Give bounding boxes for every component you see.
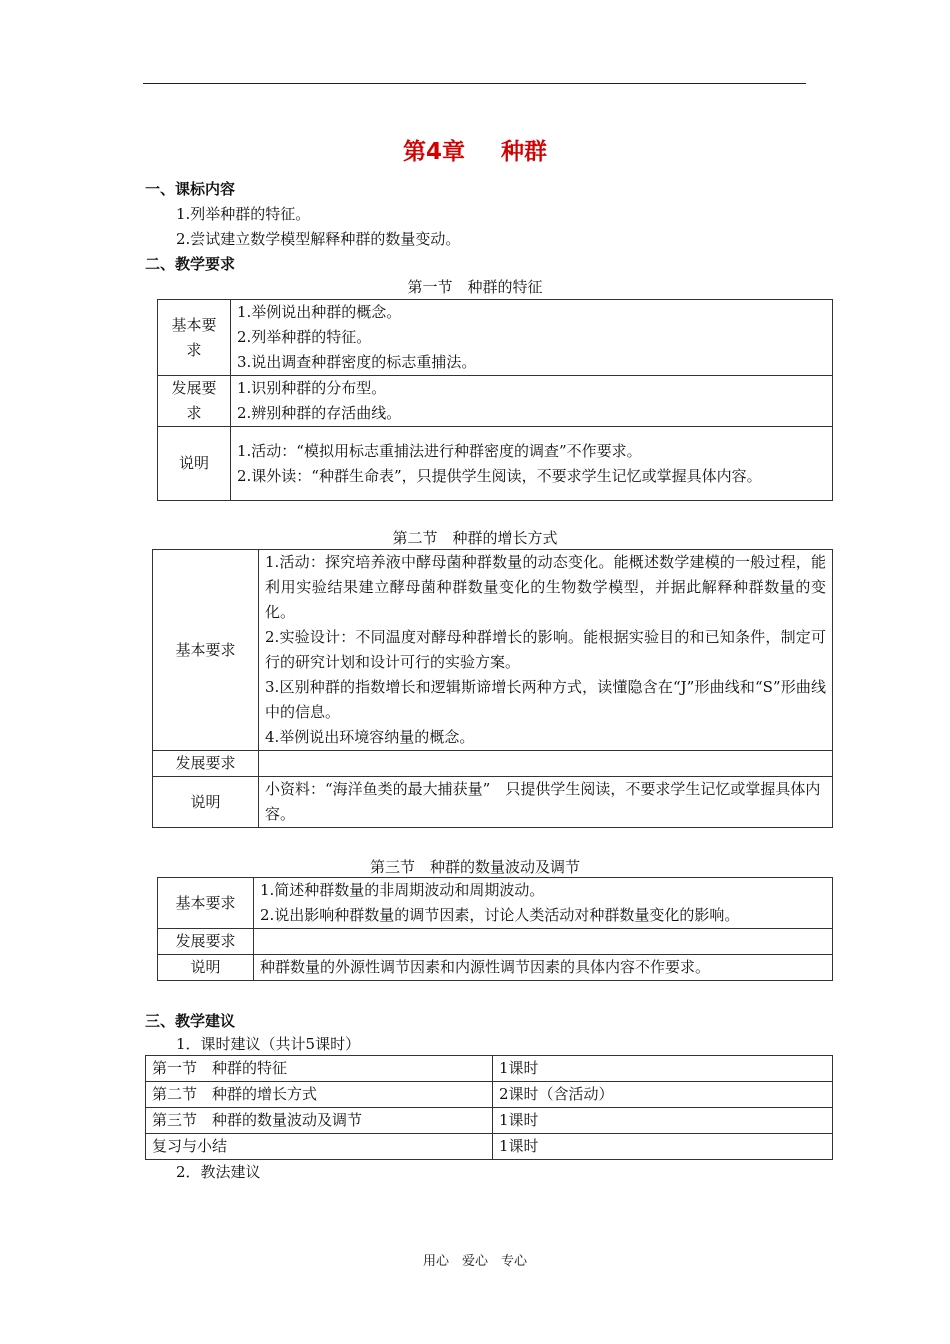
table-row bbox=[158, 878, 833, 929]
schedule-section: 第三节 种群的数量波动及调节 bbox=[146, 1108, 493, 1134]
table-row bbox=[158, 300, 833, 376]
page-footer: 用心 爱心 专心 bbox=[422, 1254, 527, 1269]
schedule-hours: 1课时 bbox=[493, 1056, 833, 1082]
table-row bbox=[153, 550, 833, 751]
table1 bbox=[157, 299, 833, 501]
header-rule bbox=[143, 83, 806, 84]
section3-item-2: 2．教法建议 bbox=[176, 1163, 261, 1181]
row-label: 基本要求 bbox=[153, 550, 259, 751]
table-row bbox=[158, 929, 833, 955]
row-label: 说明 bbox=[158, 427, 231, 501]
table2 bbox=[152, 549, 833, 828]
section1-item-2: 2.尝试建立数学模型解释种群的数量变动。 bbox=[176, 230, 461, 248]
row-content: 1.简述种群数量的非周期波动和周期波动。 2.说出影响种群数量的调节因素，讨论人类活动对种群数量变化的影响。 bbox=[254, 878, 833, 929]
table-row bbox=[153, 751, 833, 777]
table-row bbox=[153, 777, 833, 828]
chapter-title bbox=[0, 133, 950, 166]
row-content: 1.活动：“模拟用标志重捕法进行种群密度的调查”不作要求。 2.课外读：“种群生命表”，只提供学生阅读，不要求学生记忆或掌握具体内容。 bbox=[231, 427, 833, 501]
section1-item-1: 1.列举种群的特征。 bbox=[176, 205, 311, 223]
schedule-hours: 1课时 bbox=[493, 1134, 833, 1160]
section1-heading: 一、课标内容 bbox=[145, 180, 236, 198]
row-label: 基本要求 bbox=[158, 878, 254, 929]
schedule-section: 第二节 种群的增长方式 bbox=[146, 1082, 493, 1108]
table-row bbox=[158, 955, 833, 981]
row-label: 发展要 求 bbox=[158, 376, 231, 427]
schedule-section: 第一节 种群的特征 bbox=[146, 1056, 493, 1082]
table2-caption: 第二节 种群的增长方式 bbox=[392, 529, 558, 547]
row-label: 基本要 求 bbox=[158, 300, 231, 376]
table-row bbox=[146, 1134, 833, 1160]
chapter-number: 第4章 bbox=[402, 139, 465, 165]
table3-caption: 第三节 种群的数量波动及调节 bbox=[369, 858, 580, 876]
row-content: 1.活动：探究培养液中酵母菌种群数量的动态变化。能概述数学建模的一般过程，能利用实验结果建立酵母菌种群数量变化的生物数学模型，并据此解释种群数量的变化。 2.实验设计：不同温度对酵母种群增长的影响。能根据实验目的和已知条件，制定可行的研究计划和设计可行的实验方案。 3.区别种群的指数增长和逻辑斯谛增长两种方式，读懂隐含在“J”形曲线和“S”形曲线中的信息。 4.举例说出环境容纳量的概念。 bbox=[259, 550, 833, 751]
row-label: 说明 bbox=[158, 955, 254, 981]
table3 bbox=[157, 877, 833, 981]
section2-heading: 二、教学要求 bbox=[145, 255, 236, 273]
table-row bbox=[158, 427, 833, 501]
row-content: 种群数量的外源性调节因素和内源性调节因素的具体内容不作要求。 bbox=[254, 955, 833, 981]
schedule-hours: 2课时（含活动） bbox=[493, 1082, 833, 1108]
row-content bbox=[259, 751, 833, 777]
section3-item-1: 1．课时建议（共计5课时） bbox=[176, 1035, 361, 1053]
row-content: 小资料：“海洋鱼类的最大捕获量” 只提供学生阅读，不要求学生记忆或掌握具体内容。 bbox=[259, 777, 833, 828]
row-content: 1.举例说出种群的概念。 2.列举种群的特征。 3.说出调查种群密度的标志重捕法。 bbox=[231, 300, 833, 376]
row-content bbox=[254, 929, 833, 955]
row-label: 说明 bbox=[153, 777, 259, 828]
row-label: 发展要求 bbox=[158, 929, 254, 955]
row-label: 发展要求 bbox=[153, 751, 259, 777]
table-row bbox=[146, 1056, 833, 1082]
table-row bbox=[146, 1108, 833, 1134]
table-row bbox=[146, 1082, 833, 1108]
section3-heading: 三、教学建议 bbox=[145, 1012, 236, 1030]
table-row bbox=[158, 376, 833, 427]
schedule-table bbox=[145, 1055, 833, 1160]
row-content: 1.识别种群的分布型。 2.辨别种群的存活曲线。 bbox=[231, 376, 833, 427]
table1-caption: 第一节 种群的特征 bbox=[407, 278, 543, 296]
schedule-section: 复习与小结 bbox=[146, 1134, 493, 1160]
chapter-topic: 种群 bbox=[501, 139, 547, 165]
schedule-hours: 1课时 bbox=[493, 1108, 833, 1134]
